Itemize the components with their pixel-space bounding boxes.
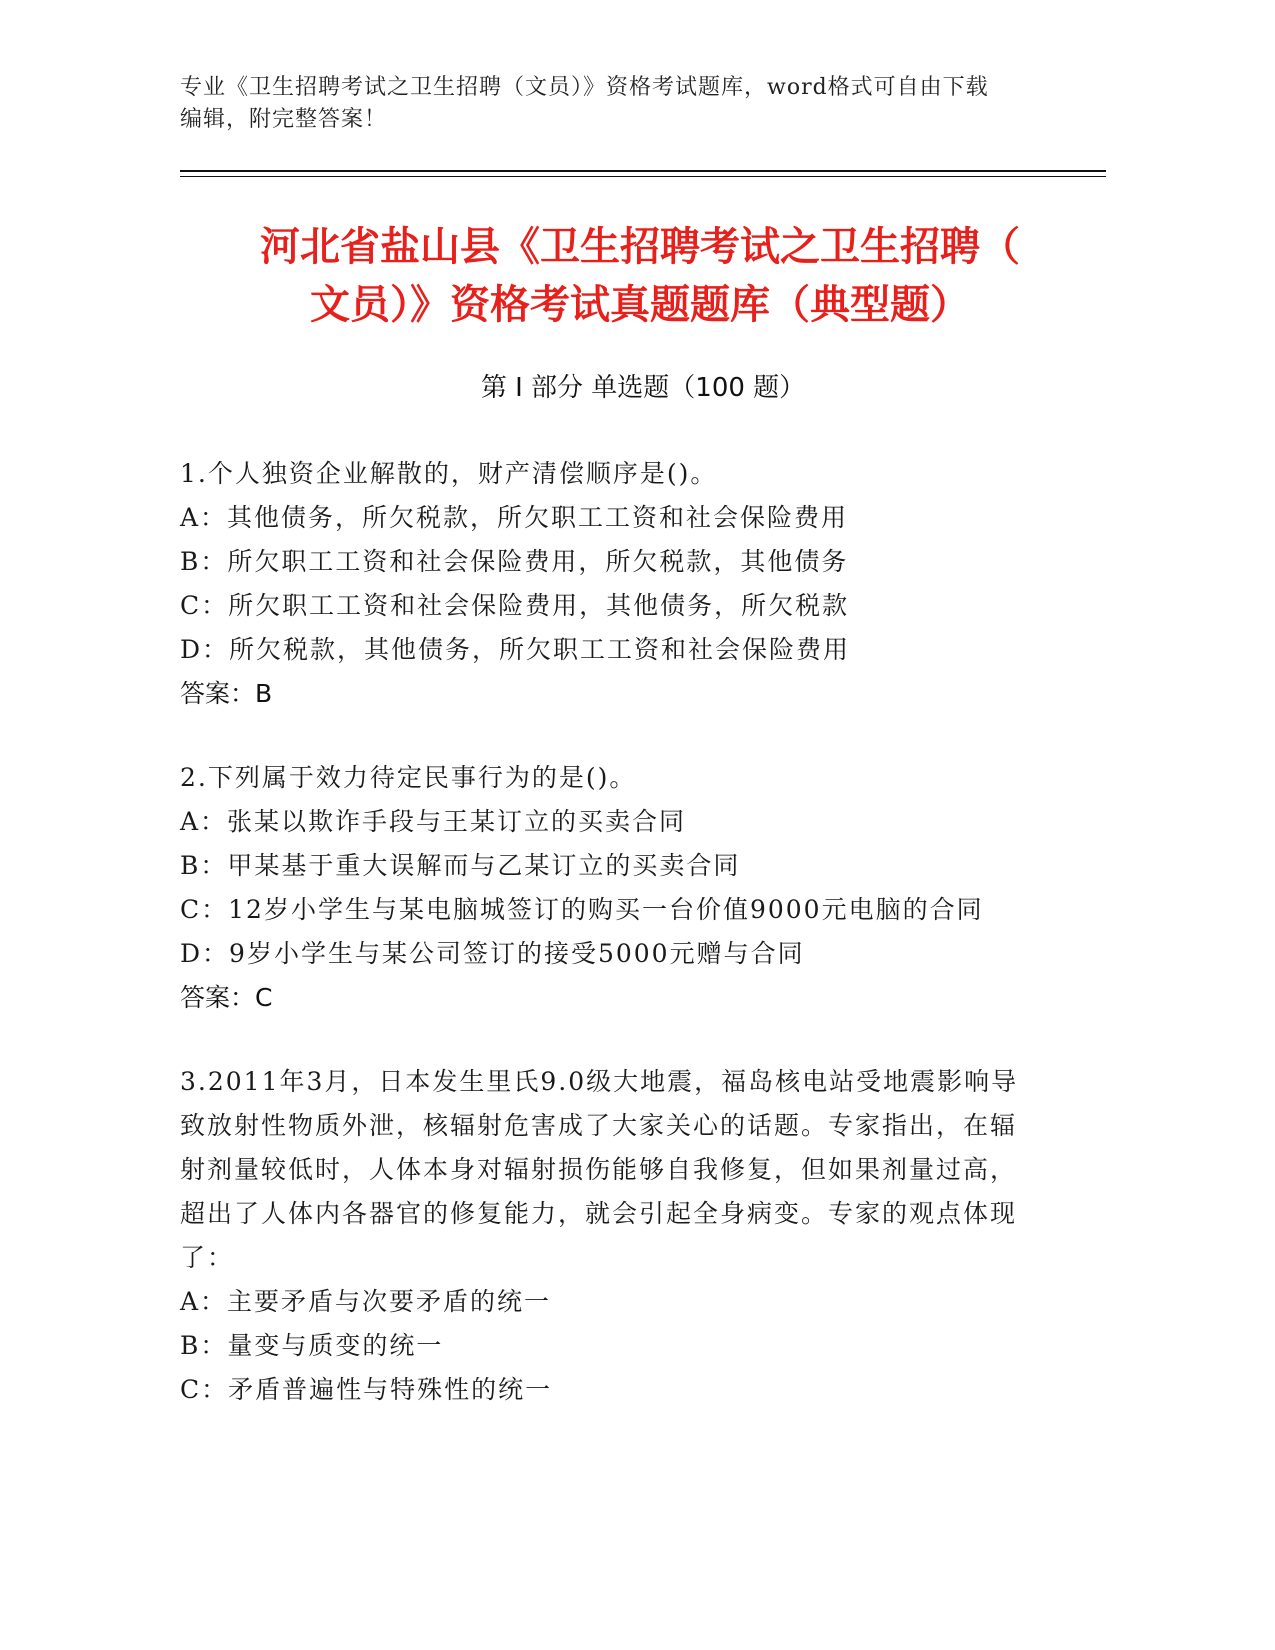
option-c: C：12岁小学生与某电脑城签订的购买一台价值9000元电脑的合同 (180, 895, 984, 924)
question-list (180, 452, 1040, 1452)
document-title-line-1: 河北省盐山县《卫生招聘考试之卫生招聘（ (260, 224, 1020, 270)
header-note (180, 72, 1060, 136)
option-a: A：主要矛盾与次要矛盾的统一 (180, 1287, 552, 1316)
header-note-line-1: 专业《卫生招聘考试之卫生招聘（文员）》资格考试题库，word格式可自由下载 (180, 75, 989, 100)
option-b: B：甲某基于重大误解而与乙某订立的买卖合同 (180, 851, 741, 880)
question-3 (180, 1060, 1040, 1412)
document-title (170, 218, 1110, 334)
header-divider-thick (180, 170, 1106, 172)
option-c: C：矛盾普遍性与特殊性的统一 (180, 1375, 553, 1404)
header-divider-thin (180, 176, 1106, 177)
header-note-line-2: 编辑，附完整答案！ (180, 107, 388, 132)
section-title: 第 I 部分 单选题（100 题） (480, 373, 806, 403)
option-c: C：所欠职工工资和社会保险费用，其他债务，所欠税款 (180, 591, 850, 620)
option-b: B：量变与质变的统一 (180, 1331, 444, 1360)
question-1 (180, 452, 1040, 716)
answer: 答案：B (180, 679, 273, 708)
document-title-line-2: 文员）》资格考试真题题库（典型题） (310, 282, 970, 328)
question-stem: 2.下列属于效力待定民事行为的是()。 (180, 763, 637, 792)
question-2 (180, 756, 1040, 1020)
option-b: B：所欠职工工资和社会保险费用，所欠税款，其他债务 (180, 547, 849, 576)
answer: 答案：C (180, 983, 273, 1012)
question-stem: 3.2011年3月，日本发生里氏9.0级大地震，福岛核电站受地震影响导致放射性物质外泄，核辐射危害成了大家关心的话题。专家指出，在辐射剂量较低时，人体本身对辐射损伤能够自我修复，但如果剂量过高，超出了人体内各器官的修复能力，就会引起全身病变。专家的观点体现了： (180, 1067, 1019, 1272)
question-stem: 1.个人独资企业解散的，财产清偿顺序是()。 (180, 459, 718, 488)
option-d: D：所欠税款，其他债务，所欠职工工资和社会保险费用 (180, 635, 851, 664)
option-a: A：其他债务，所欠税款，所欠职工工资和社会保险费用 (180, 503, 849, 532)
option-a: A：张某以欺诈手段与王某订立的买卖合同 (180, 807, 687, 836)
option-d: D：9岁小学生与某公司签订的接受5000元赠与合同 (180, 939, 805, 968)
